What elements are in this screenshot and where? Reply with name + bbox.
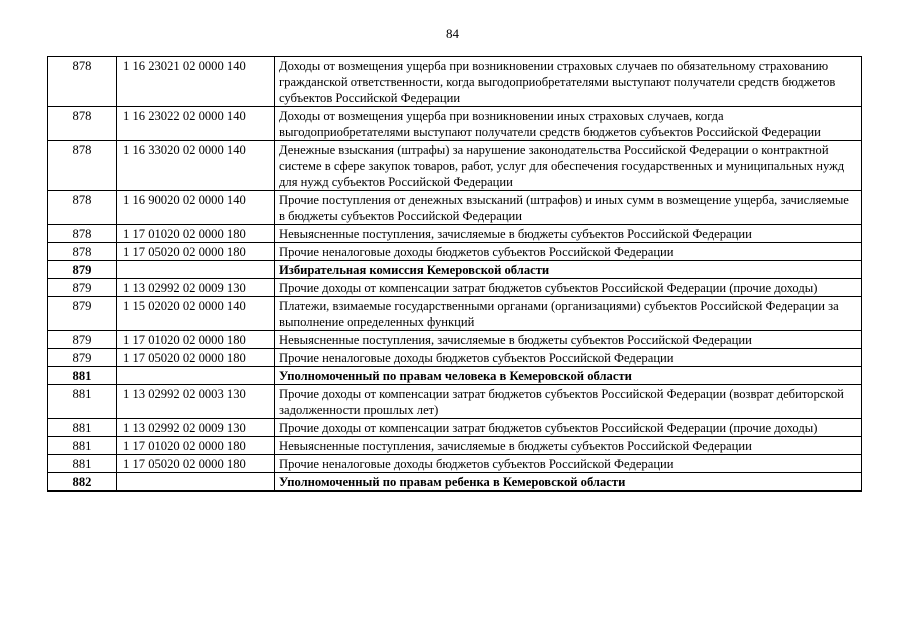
section-header-row	[48, 473, 862, 492]
admin-code-cell: 879	[48, 331, 117, 349]
revenue-code-cell: 1 17 05020 02 0000 180	[117, 455, 275, 473]
revenue-name-cell: Доходы от возмещения ущерба при возникновении иных страховых случаев, когда выгодоприобретателями выступают получатели средств бюджетов субъектов Российской Федерации	[275, 107, 862, 141]
admin-code-cell: 878	[48, 57, 117, 107]
admin-code-cell: 882	[48, 473, 117, 492]
revenue-code-cell: 1 13 02992 02 0009 130	[117, 279, 275, 297]
revenue-name-cell: Прочие доходы от компенсации затрат бюджетов субъектов Российской Федерации (возврат дебиторской задолженности прошлых лет)	[275, 385, 862, 419]
revenue-code-cell: 1 16 33020 02 0000 140	[117, 141, 275, 191]
admin-code-cell: 881	[48, 419, 117, 437]
admin-code-cell: 878	[48, 225, 117, 243]
revenue-name-cell: Доходы от возмещения ущерба при возникновении страховых случаев по обязательному страхованию гражданской ответственности, когда выгодоприобретателями выступают получатели средств бюджетов субъектов Российской Федерации	[275, 57, 862, 107]
revenue-name-cell: Платежи, взимаемые государственными органами (организациями) субъектов Российской Федерации за выполнение определенных функций	[275, 297, 862, 331]
revenue-code-cell: 1 17 01020 02 0000 180	[117, 331, 275, 349]
table-row	[48, 225, 862, 243]
table-row	[48, 297, 862, 331]
admin-code-cell: 881	[48, 455, 117, 473]
revenue-name-cell: Избирательная комиссия Кемеровской области	[275, 261, 862, 279]
table-row	[48, 57, 862, 107]
admin-code-cell: 881	[48, 385, 117, 419]
table-row	[48, 141, 862, 191]
revenue-code-cell: 1 17 05020 02 0000 180	[117, 349, 275, 367]
revenue-name-cell: Прочие неналоговые доходы бюджетов субъектов Российской Федерации	[275, 243, 862, 261]
admin-code-cell: 879	[48, 279, 117, 297]
section-header-row	[48, 367, 862, 385]
table-row	[48, 243, 862, 261]
admin-code-cell: 881	[48, 437, 117, 455]
revenue-name-cell: Прочие доходы от компенсации затрат бюджетов субъектов Российской Федерации (прочие доходы)	[275, 279, 862, 297]
revenue-code-cell	[117, 473, 275, 492]
revenue-name-cell: Уполномоченный по правам человека в Кемеровской области	[275, 367, 862, 385]
revenue-name-cell: Невыясненные поступления, зачисляемые в бюджеты субъектов Российской Федерации	[275, 437, 862, 455]
table-body	[48, 57, 862, 492]
revenue-code-cell: 1 16 23021 02 0000 140	[117, 57, 275, 107]
table-row	[48, 455, 862, 473]
table-row	[48, 331, 862, 349]
revenue-code-cell: 1 13 02992 02 0009 130	[117, 419, 275, 437]
revenue-name-cell: Прочие неналоговые доходы бюджетов субъектов Российской Федерации	[275, 349, 862, 367]
revenue-name-cell: Невыясненные поступления, зачисляемые в бюджеты субъектов Российской Федерации	[275, 331, 862, 349]
revenue-code-cell	[117, 261, 275, 279]
admin-code-cell: 879	[48, 297, 117, 331]
revenue-code-cell: 1 16 23022 02 0000 140	[117, 107, 275, 141]
revenue-code-cell: 1 17 05020 02 0000 180	[117, 243, 275, 261]
table-row	[48, 279, 862, 297]
revenue-code-cell: 1 15 02020 02 0000 140	[117, 297, 275, 331]
revenue-name-cell: Денежные взыскания (штрафы) за нарушение законодательства Российской Федерации о контрактной системе в сфере закупок товаров, работ, услуг для обеспечения государственных и муниципальных нужд для нужд субъектов Российской Федерации	[275, 141, 862, 191]
admin-code-cell: 879	[48, 349, 117, 367]
page-number: 84	[446, 26, 459, 41]
table-row	[48, 385, 862, 419]
revenue-name-cell: Невыясненные поступления, зачисляемые в бюджеты субъектов Российской Федерации	[275, 225, 862, 243]
revenue-name-cell: Прочие поступления от денежных взысканий (штрафов) и иных сумм в возмещение ущерба, зачисляемые в бюджеты субъектов Российской Федерации	[275, 191, 862, 225]
admin-code-cell: 881	[48, 367, 117, 385]
admin-code-cell: 878	[48, 107, 117, 141]
table-row	[48, 419, 862, 437]
revenue-code-cell: 1 17 01020 02 0000 180	[117, 437, 275, 455]
revenue-code-cell: 1 17 01020 02 0000 180	[117, 225, 275, 243]
revenue-code-cell	[117, 367, 275, 385]
revenue-name-cell: Прочие неналоговые доходы бюджетов субъектов Российской Федерации	[275, 455, 862, 473]
admin-code-cell: 878	[48, 243, 117, 261]
table-row	[48, 191, 862, 225]
revenue-codes-table	[47, 56, 862, 492]
revenue-name-cell: Уполномоченный по правам ребенка в Кемеровской области	[275, 473, 862, 492]
admin-code-cell: 879	[48, 261, 117, 279]
section-header-row	[48, 261, 862, 279]
admin-code-cell: 878	[48, 191, 117, 225]
table-row	[48, 349, 862, 367]
revenue-name-cell: Прочие доходы от компенсации затрат бюджетов субъектов Российской Федерации (прочие доходы)	[275, 419, 862, 437]
table-row	[48, 107, 862, 141]
admin-code-cell: 878	[48, 141, 117, 191]
table-row	[48, 437, 862, 455]
revenue-code-cell: 1 16 90020 02 0000 140	[117, 191, 275, 225]
revenue-code-cell: 1 13 02992 02 0003 130	[117, 385, 275, 419]
